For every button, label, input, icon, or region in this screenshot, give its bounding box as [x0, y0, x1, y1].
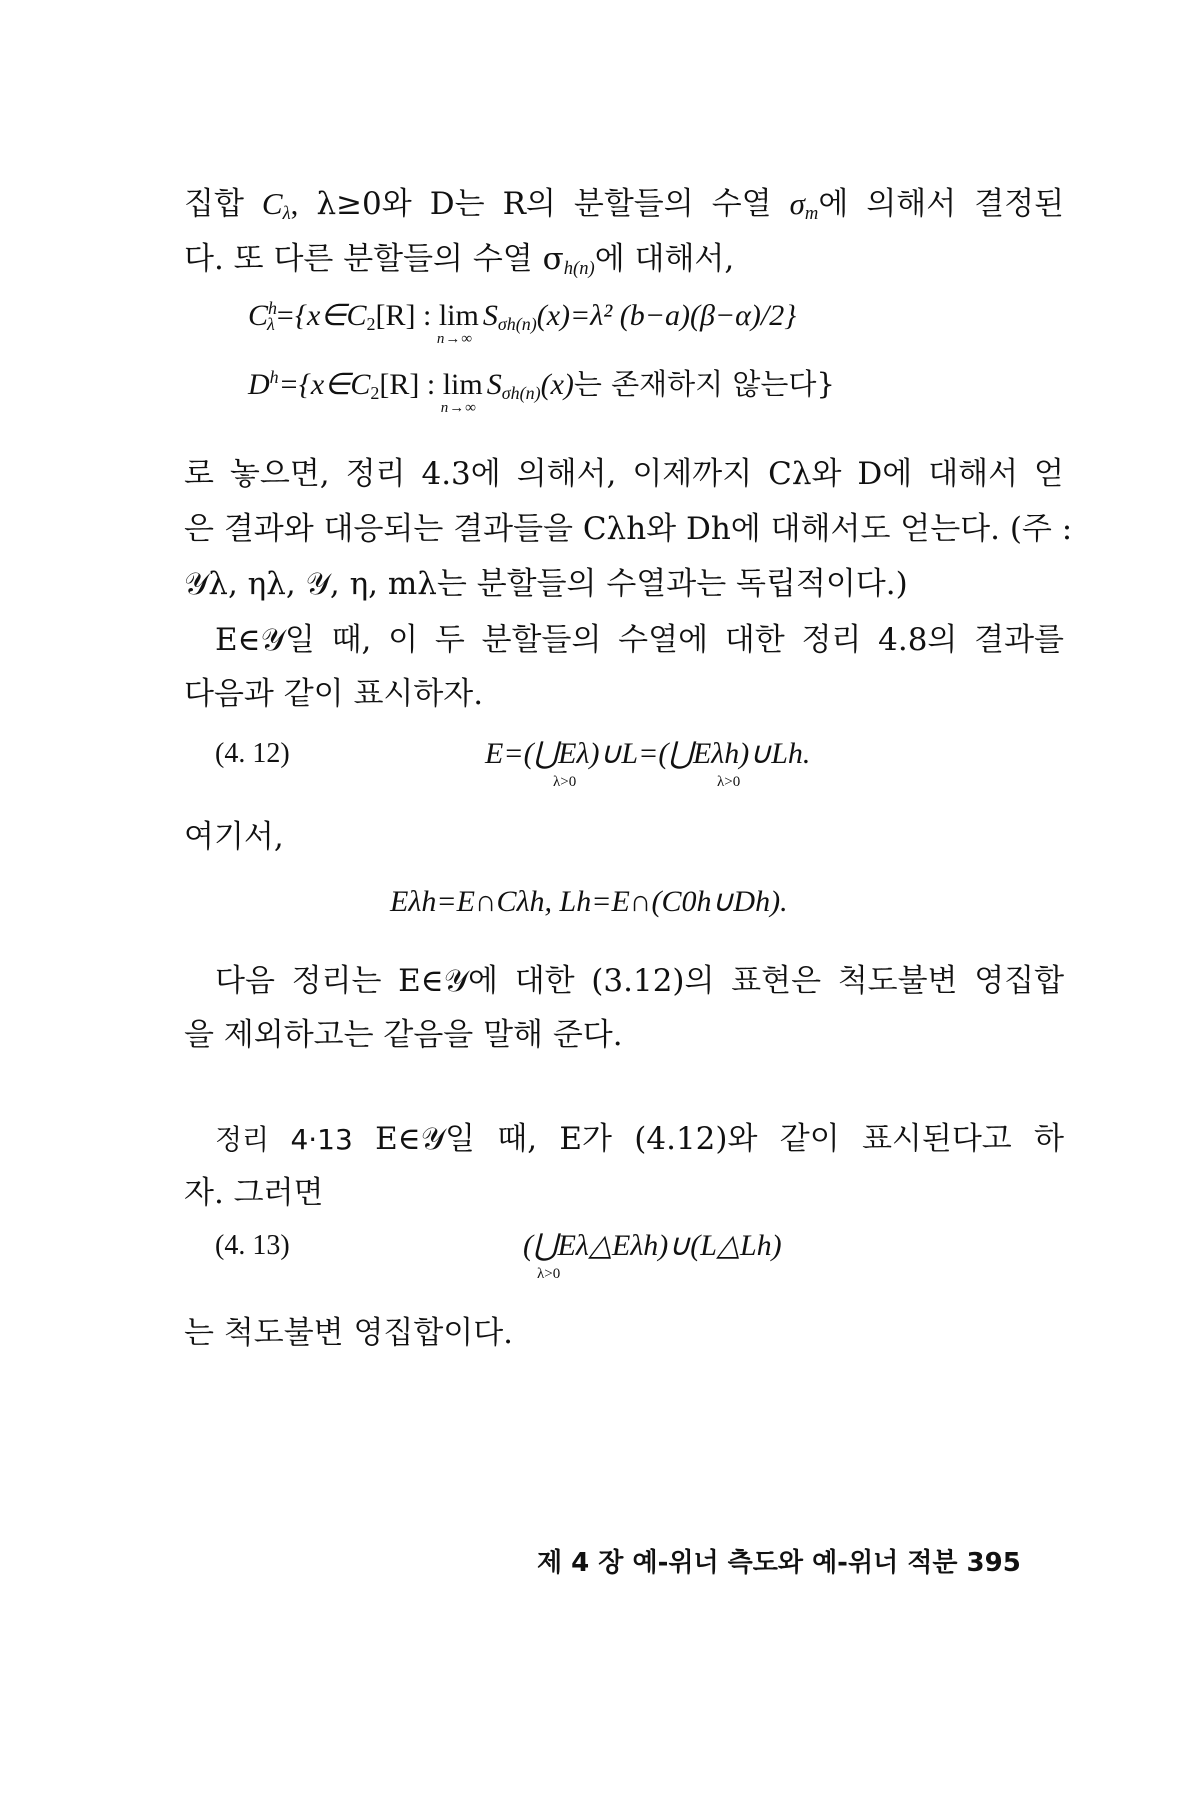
text-run: E∈𝒴일 [375, 1121, 475, 1157]
limit-operator: lim n→∞ [436, 299, 479, 347]
text-run: 대한 [724, 622, 785, 658]
text-run: 결과들을 [453, 511, 573, 547]
text-run: 분할들의 [573, 186, 694, 222]
text-line: 을 제외하고는 같음을 말해 준다. [184, 1017, 623, 1053]
text-run: (3.12)의 [591, 963, 715, 999]
text-run: 이제까지 [632, 456, 753, 492]
equation-d-h: $D^h=\{x\in C_2[R]$ : lim n→∞ $S_{\sigma h(n)}(x)$는 존재하지 않는다} [248, 367, 835, 416]
text-run: 대해서도 [770, 511, 891, 547]
text-run: 영집합 [974, 963, 1065, 999]
justified-line [215, 1113, 1064, 1158]
text-run: D는 [429, 186, 485, 222]
text-line: 𝒴λ, ηλ, 𝒴, η, mλ는 분할들의 수열과는 독립적이다.) [184, 566, 908, 602]
text-line: 여기서, [184, 819, 284, 855]
text-run: 결과와 [223, 511, 314, 547]
text-run: 집합 [184, 186, 244, 222]
justified-line [215, 955, 1064, 1000]
page-footer: 제 4 장 예-위너 측도와 예-위너 적분 395 [537, 1548, 1021, 1578]
text-run: E∈𝒴에 [398, 963, 498, 999]
text-run: 은 [184, 511, 214, 547]
equation-number-4-12: (4. 12) [215, 738, 290, 769]
text-line: 는 척도불변 영집합이다. [184, 1315, 514, 1351]
equation-number-4-13: (4. 13) [215, 1230, 290, 1261]
text-run: 때, [331, 622, 372, 658]
text-run: 대해서 [928, 456, 1019, 492]
equation-c-h-lambda: $C^h_\lambda=\{x\in C_2[R]$ : lim n→∞ $S_{\sigma h(n)}(x)=\lambda^2$ (b−a)(β−α)/2} [248, 298, 797, 347]
text-run: 의해서, [516, 456, 617, 492]
justified-line [184, 503, 1073, 548]
text-run: Cλh와 [582, 511, 677, 547]
equation-4-12: E=(⋃Eλ)∪L=(⋃Eλh)∪Lh. λ>0 λ>0 [485, 737, 811, 790]
text-run: 의해서 [866, 186, 957, 222]
text-run: 때, [497, 1121, 538, 1157]
text-run: 분할들의 [481, 622, 602, 658]
text-run: 같이 [779, 1121, 840, 1157]
text-run: E가 [559, 1121, 612, 1157]
text-run: 표현은 [731, 963, 822, 999]
justified-line [215, 614, 1064, 659]
union-index: λ>0 [553, 774, 577, 790]
text-run: 4.3에 [421, 456, 501, 492]
text-line: 다음과 같이 표시하자. [184, 676, 484, 712]
union-index: λ>0 [717, 774, 741, 790]
text-run: 대응되는 [323, 511, 444, 547]
text-run: Dh에 [685, 511, 761, 547]
text-run: 정리는 [291, 963, 382, 999]
theorem-heading: 정리 4·13 [215, 1123, 353, 1156]
text-run: 대한 [514, 963, 575, 999]
text-run: λ≥0와 [316, 186, 412, 222]
text-run: 얻는다. [900, 511, 1000, 547]
text-run: (4.12)와 [634, 1121, 758, 1157]
text-line [184, 233, 734, 280]
text-run: 척도불변 [837, 963, 958, 999]
text-run: Cλ와 [768, 456, 842, 492]
text-run: 4.8의 [878, 622, 958, 658]
text-run: R의 [502, 186, 556, 222]
text-run: D에 [857, 456, 913, 492]
text-run: 수열에 [618, 622, 709, 658]
text-run: 로 [184, 456, 214, 492]
text-run: 정리 [801, 622, 862, 658]
text-run: 에 대해서, [594, 241, 735, 277]
justified-line [184, 178, 1064, 225]
text-run: 정리 [345, 456, 406, 492]
text-run: 결과를 [974, 622, 1064, 658]
text-line: 자. 그러면 [184, 1175, 324, 1211]
math-c-lambda: $C_\lambda$, [261, 186, 299, 225]
math-sigma-m: $\sigma_m$에 [789, 186, 849, 225]
union-index: λ>0 [537, 1266, 561, 1282]
text-run: 이 [388, 622, 419, 658]
text-run: 표시된다고 [861, 1121, 1012, 1157]
text-run: 두 [434, 622, 465, 658]
text-run: 다음 [215, 963, 275, 999]
equation-definition: Eλh=E∩Cλh, Lh=E∩(C0h∪Dh). [390, 885, 788, 918]
text-run: 얻 [1034, 456, 1064, 492]
subscript: h(n) [563, 258, 595, 280]
text-run: (주 : [1009, 511, 1073, 547]
text-run: 하 [1034, 1121, 1064, 1157]
equation-4-13: (⋃Eλ△Eλh)∪(L△Lh) λ>0 [523, 1229, 782, 1282]
limit-operator: lim n→∞ [440, 368, 483, 416]
text-run: 수열 [711, 186, 772, 222]
text-run: E∈𝒴일 [215, 622, 315, 658]
text-run: 결정된 [974, 186, 1065, 222]
text-run: 놓으면, [229, 456, 330, 492]
justified-line [184, 448, 1064, 493]
text-run: 다. 또 다른 분할들의 수열 σ [184, 241, 564, 277]
